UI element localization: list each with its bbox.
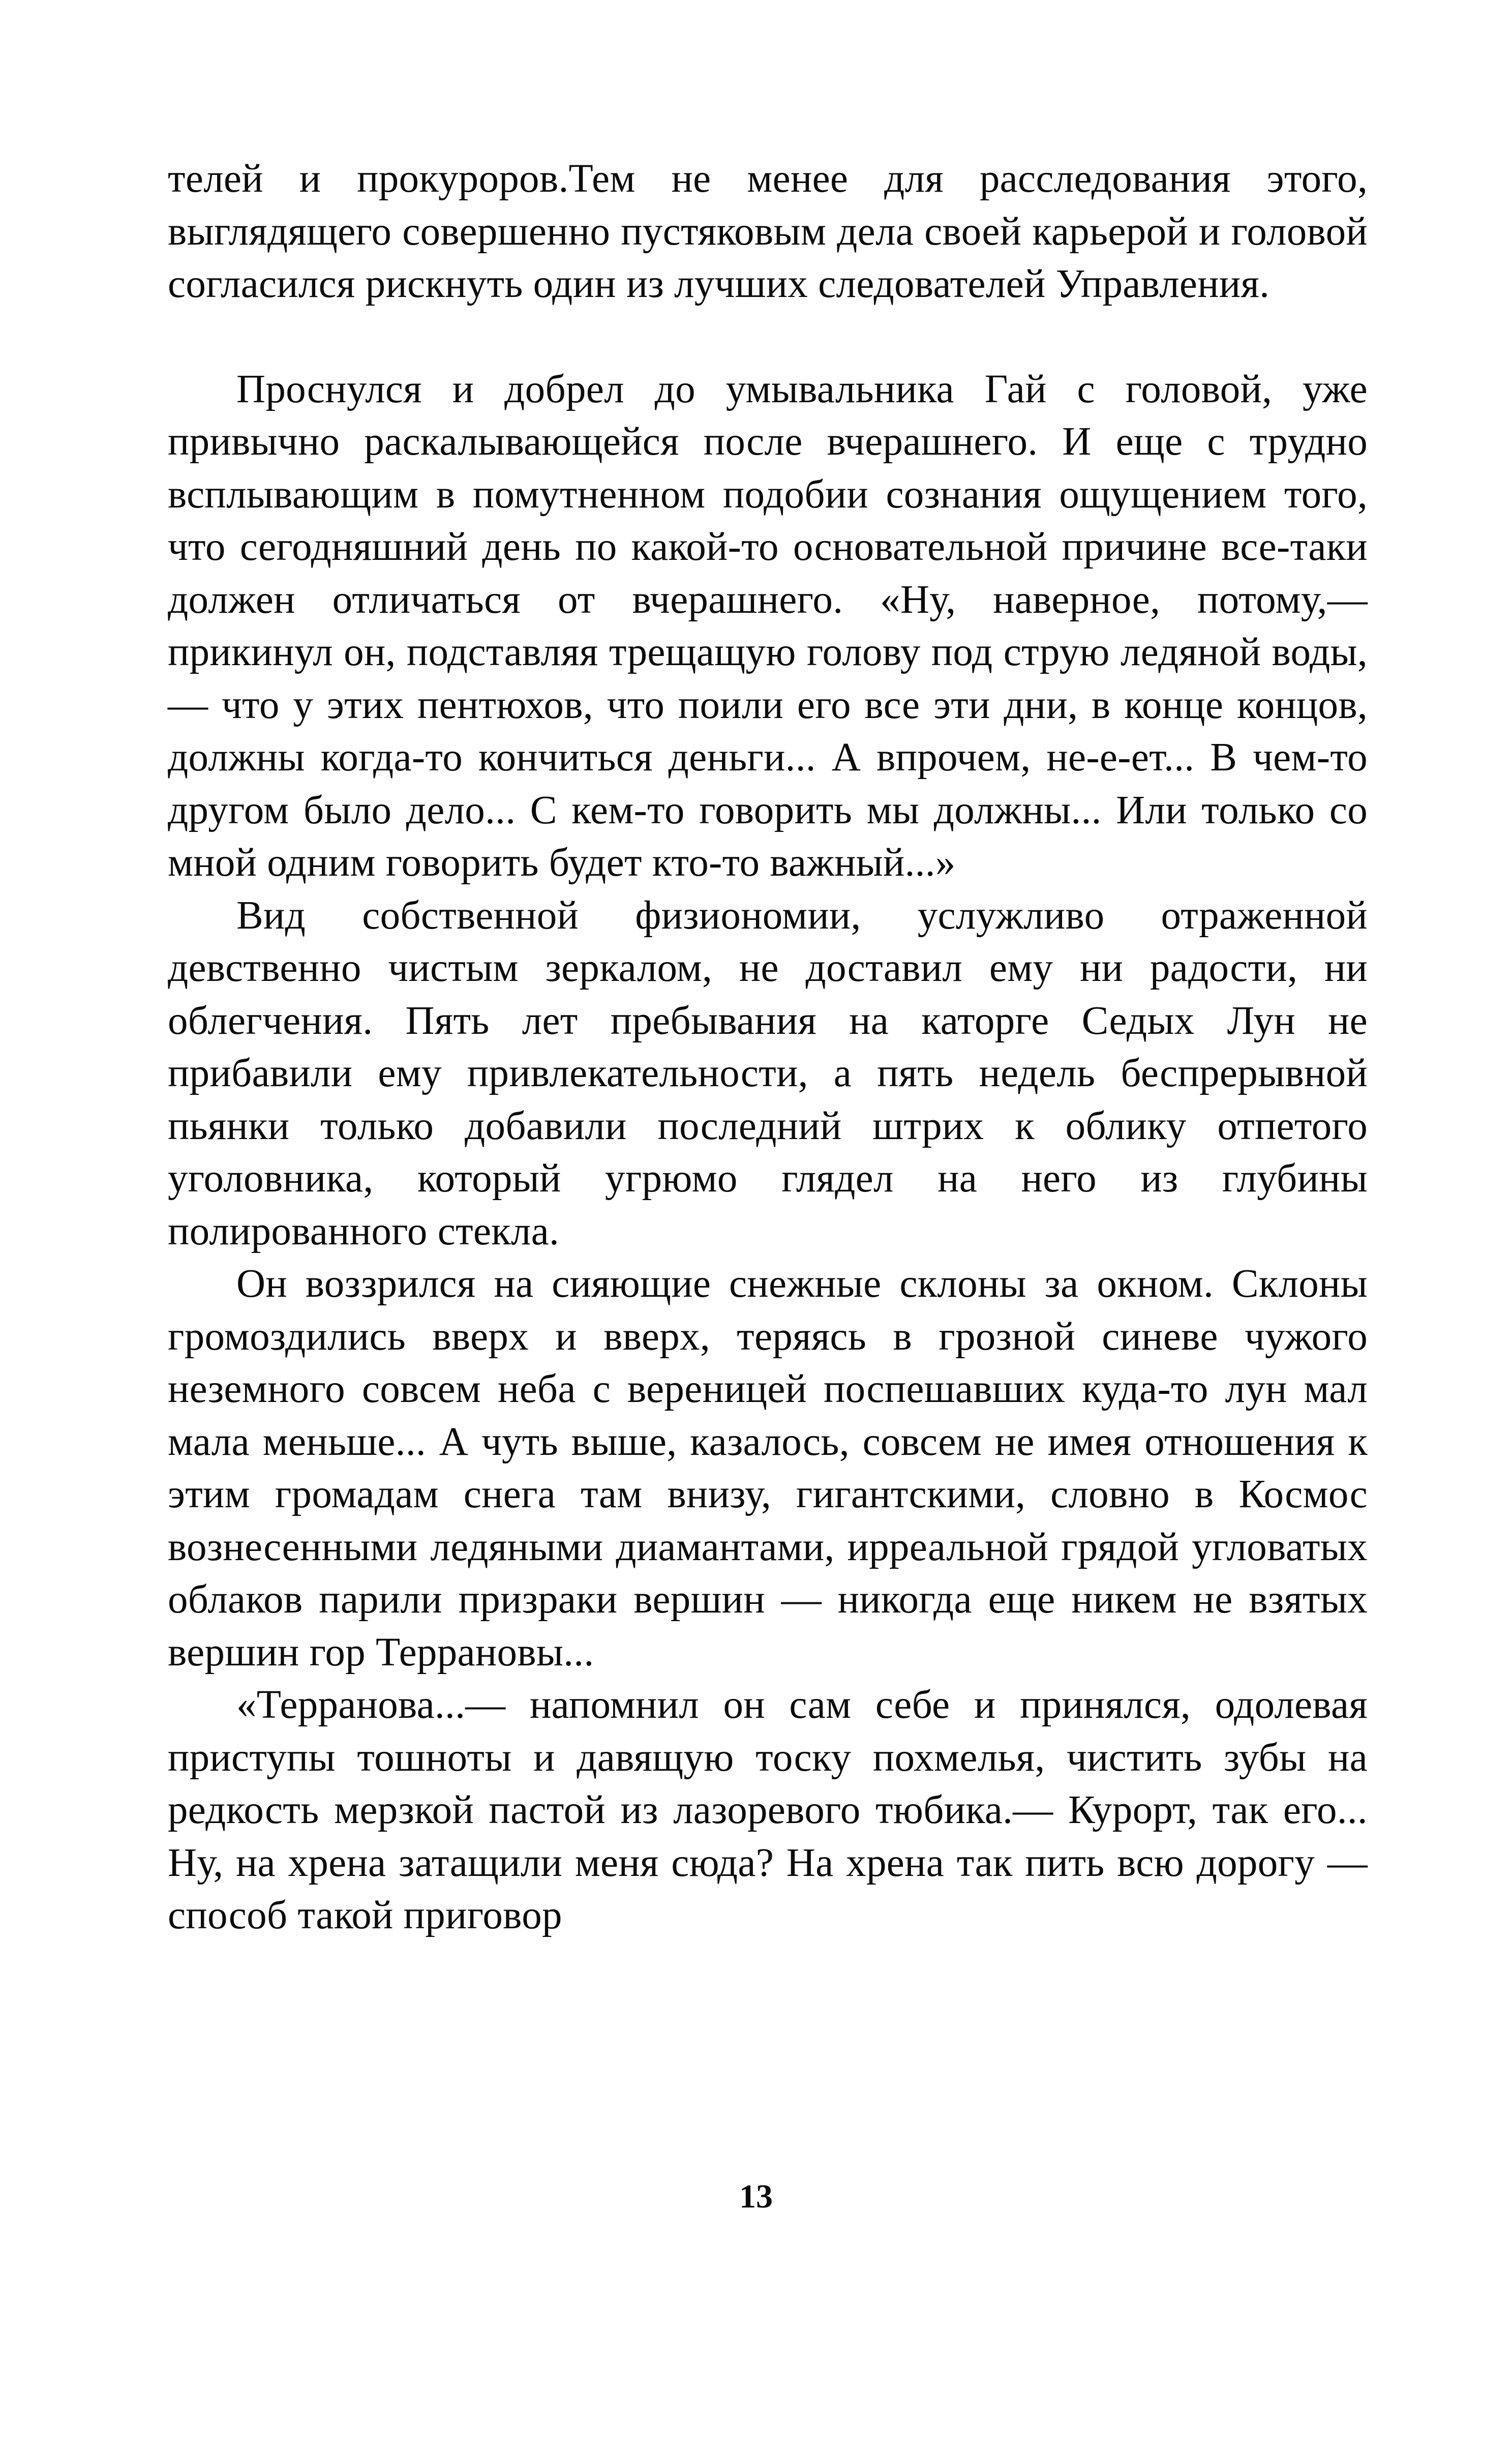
paragraph-continuation: телей и прокуроров.Тем не менее для расследования этого, выглядящего совершенно пустяковым дела своей карьерой и головой согласился рискнуть один из лучших следователей Управления. [168, 157, 1368, 306]
book-page-body [168, 153, 1368, 1942]
section-break [168, 311, 1368, 363]
paragraph: Вид собственной физиономии, услужливо отраженной девственно чистым зеркалом, не доставил ему ни радости, ни облегчения. Пять лет пребывания на каторге Седых Лун не прибавили ему привлекательности, а пять недель беспрерывной пьянки только добавили последний штрих к облику отпетого уголовника, который угрюмо глядел на него из глубины полированного стекла. [168, 893, 1368, 1254]
paragraph: «Терранова...— напомнил он сам себе и принялся, одолевая приступы тошноты и давящую тоску похмелья, чистить зубы на редкость мерзкой пастой из лазоревого тюбика.— Курорт, так его... Ну, на хрена затащили меня сюда? На хрена так пить всю дорогу — способ такой приговор [168, 1683, 1368, 1937]
paragraph: Проснулся и добрел до умывальника Гай с головой, уже привычно раскалывающейся после вчерашнего. И еще с трудно всплывающим в помутненном подобии сознания ощущением того, что сегодняшний день по какой-то основательной причине все-таки должен отличаться от вчерашнего. «Ну, наверное, потому,— прикинул он, подставляя трещащую голову под струю ледяной воды,— что у этих пентюхов, что поили его все эти дни, в конце концов, должны когда-то кончиться деньги... А впрочем, не-е-ет... В чем-то другом было дело... С кем-то говорить мы должны... Или только со мной одним говорить будет кто-то важный...» [168, 367, 1368, 885]
paragraph: Он воззрился на сияющие снежные склоны за окном. Склоны громоздились вверх и вверх, теряясь в грозной синеве чужого неземного совсем неба с вереницей поспешавших куда-то лун мал мала меньше... А чуть выше, казалось, совсем не имея отношения к этим громадам снега там внизу, гигантскими, словно в Космос вознесенными ледяными диамантами, ирреальной грядой угловатых облаков парили призраки вершин — никогда еще никем не взятых вершин гор Террановы... [168, 1262, 1368, 1675]
page-number: 13 [739, 2178, 773, 2215]
